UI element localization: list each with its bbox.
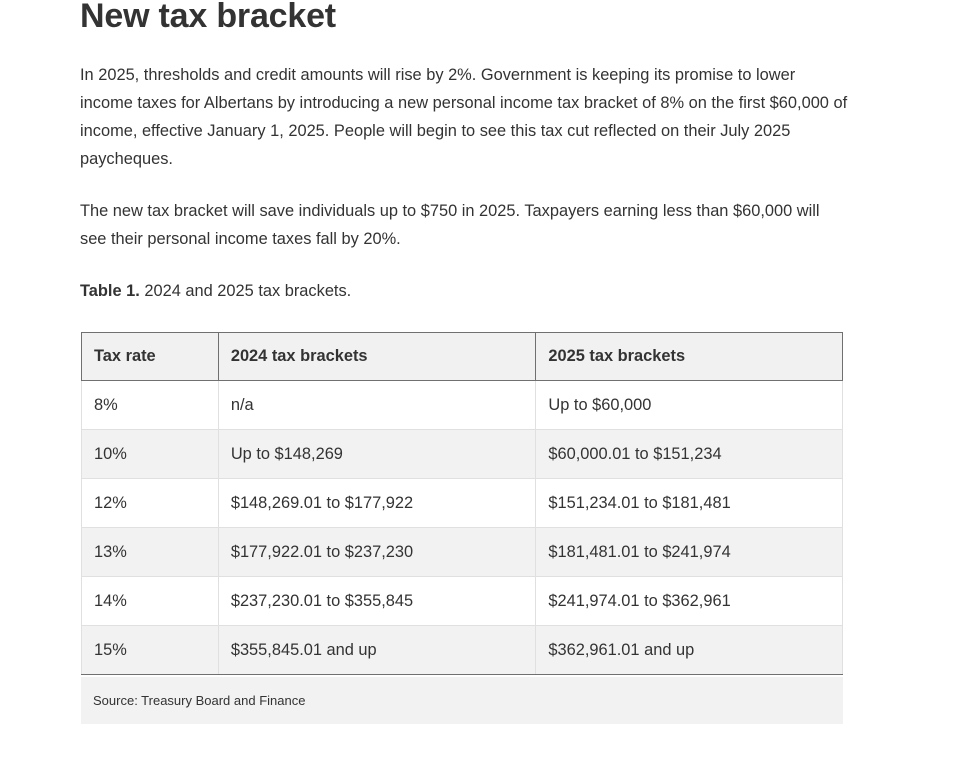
cell-2024-bracket: $237,230.01 to $355,845 (218, 577, 536, 626)
table-caption-label: Table 1. (80, 282, 140, 300)
savings-paragraph: The new tax bracket will save individuals up to $750 in 2025. Taxpayers earning less than $60,000 will see their personal income taxes fall by 20%. (80, 202, 820, 248)
table-caption (80, 277, 351, 305)
header-2025-brackets: 2025 tax brackets (536, 333, 843, 381)
article-content (80, 0, 850, 708)
cell-2024-bracket: $148,269.01 to $177,922 (218, 479, 536, 528)
cell-2025-bracket: $241,974.01 to $362,961 (536, 577, 843, 626)
cell-tax-rate: 13% (82, 528, 219, 577)
table-row (82, 381, 843, 430)
table-row (82, 479, 843, 528)
cell-tax-rate: 14% (82, 577, 219, 626)
table-row (82, 528, 843, 577)
intro-paragraph: In 2025, thresholds and credit amounts will rise by 2%. Government is keeping its promise to lower income taxes for Albertans by introducing a new personal income tax bracket of 8% on the first $60,000 of income, effective January 1, 2025. People will begin to see this tax cut reflected on their July 2025 paycheques. (80, 66, 848, 168)
cell-tax-rate: 8% (82, 381, 219, 430)
cell-2025-bracket: $60,000.01 to $151,234 (536, 430, 843, 479)
tax-brackets-table (81, 332, 843, 675)
cell-tax-rate: 10% (82, 430, 219, 479)
table-header-row (82, 333, 843, 381)
cell-2024-bracket: Up to $148,269 (218, 430, 536, 479)
cell-2025-bracket: Up to $60,000 (536, 381, 843, 430)
cell-2024-bracket: $355,845.01 and up (218, 626, 536, 675)
cell-tax-rate: 12% (82, 479, 219, 528)
cell-2025-bracket: $362,961.01 and up (536, 626, 843, 675)
table-source-note: Source: Treasury Board and Finance (81, 677, 843, 724)
header-2024-brackets: 2024 tax brackets (218, 333, 536, 381)
table-row (82, 626, 843, 675)
table-row (82, 577, 843, 626)
cell-2024-bracket: $177,922.01 to $237,230 (218, 528, 536, 577)
header-tax-rate: Tax rate (82, 333, 219, 381)
page-title: New tax bracket (80, 0, 336, 35)
cell-2025-bracket: $181,481.01 to $241,974 (536, 528, 843, 577)
table-row (82, 430, 843, 479)
cell-2025-bracket: $151,234.01 to $181,481 (536, 479, 843, 528)
cell-tax-rate: 15% (82, 626, 219, 675)
table-caption-text: 2024 and 2025 tax brackets. (139, 282, 352, 300)
cell-2024-bracket: n/a (218, 381, 536, 430)
